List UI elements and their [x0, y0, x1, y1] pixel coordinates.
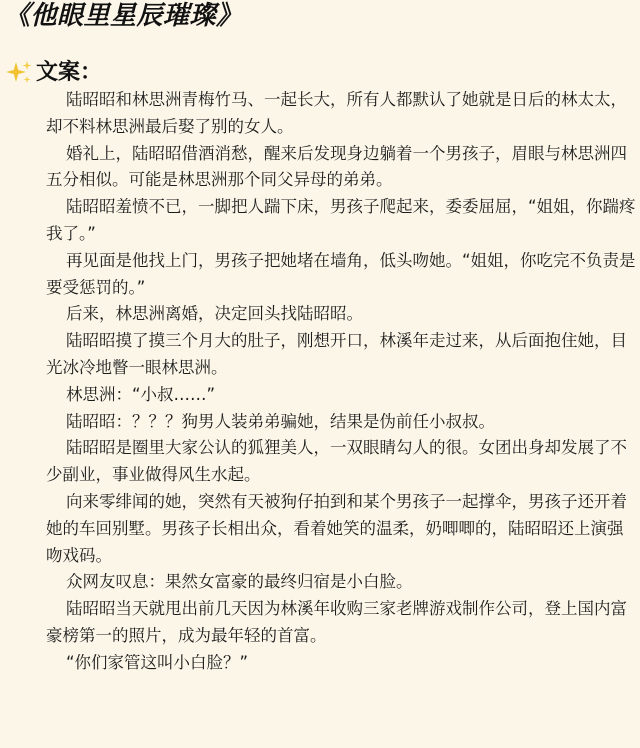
paragraph: 再见面是他找上门，男孩子把她堵在墙角，低头吻她。“姐姐，你吃完不负责是要受惩罚的。”	[46, 250, 636, 297]
synopsis-body	[0, 87, 640, 677]
paragraph: 陆昭昭羞愤不已，一脚把人踹下床，男孩子爬起来，委委屈屈，“姐姐，你踹疼我了。”	[46, 197, 636, 243]
paragraph: 陆昭昭和林思洲青梅竹马、一起长大，所有人都默认了她就是日后的林太太，却不料林思洲最后娶了别的女人。	[46, 90, 627, 136]
paragraph: 众网友叹息：果然女富豪的最终归宿是小白脸。	[66, 572, 413, 592]
paragraph: 向来零绯闻的她，突然有天被狗仔拍到和某个男孩子一起撑伞，男孩子还开着她的车回别墅。男孩子长相出众，看着她笑的温柔，奶唧唧的，陆昭昭还上演强吻戏码。	[46, 491, 627, 565]
paragraph: 林思洲：“小叔……”	[66, 384, 216, 404]
paragraph: 婚礼上，陆昭昭借酒消愁，醒来后发现身边躺着一个男孩子，眉眼与林思洲四五分相似。可能是林思洲那个同父异母的弟弟。	[46, 143, 627, 190]
section-label: 文案：	[36, 60, 103, 85]
paragraph: 陆昭昭：？？？狗男人装弟弟骗她，结果是伪前任小叔叔。	[66, 411, 495, 431]
paragraph: 陆昭昭摸了摸三个月大的肚子，刚想开口，林溪年走过来，从后面抱住她，目光冰冷地瞥一眼林思洲。	[46, 331, 627, 377]
paragraph: 后来，林思洲离婚，决定回头找陆昭昭。	[66, 304, 363, 324]
paragraph: 陆昭昭当天就甩出前几天因为林溪年收购三家老牌游戏制作公司，登上国内富豪榜第一的照片，成为最年轻的首富。	[46, 599, 627, 645]
section-header	[4, 56, 102, 90]
sparkles-icon	[4, 58, 34, 88]
paragraph: “你们家管这叫小白脸？”	[66, 652, 249, 672]
paragraph: 陆昭昭是圈里大家公认的狐狸美人，一双眼睛勾人的很。女团出身却发展了不少副业，事业做得风生水起。	[46, 438, 627, 485]
book-title: 《他眼里星辰璀璨》	[4, 1, 243, 31]
